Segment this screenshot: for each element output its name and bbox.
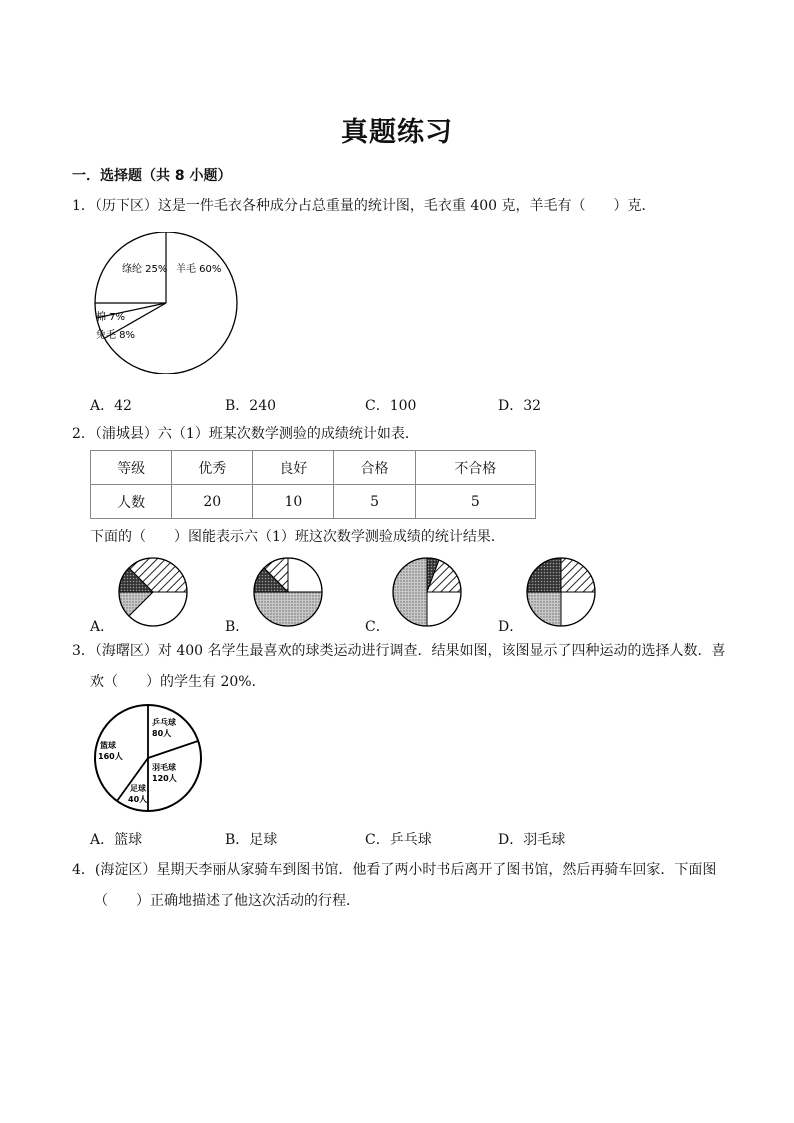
- table-header-cell: 优秀: [172, 451, 253, 485]
- q1-pie-label-polyester: 绦纶 25%: [122, 264, 168, 275]
- question-2-text: 2．（浦城县）六（1）班某次数学测验的成绩统计如表．: [72, 426, 419, 442]
- table-header-cell: 良好: [253, 451, 334, 485]
- section-heading: 一．选择题（共 8 小题）: [72, 168, 232, 184]
- q3-label-badminton: 羽毛球: [152, 763, 176, 772]
- q3-option-a[interactable]: A．篮球: [90, 832, 143, 848]
- table-cell: 20: [172, 485, 253, 519]
- q3-label-basketball: 篮球: [100, 741, 116, 750]
- q2-option-b-pie: [252, 556, 324, 628]
- q1-option-c[interactable]: C．100: [365, 398, 417, 414]
- q3-label-football-count: 40人: [128, 795, 148, 804]
- q3-option-d[interactable]: D．羽毛球: [498, 832, 566, 848]
- table-header-row: [91, 451, 536, 485]
- q3-label-football: 足球: [130, 784, 146, 793]
- q2-option-c-pie: [391, 556, 463, 628]
- question-1-text: 1．（历下区）这是一件毛衣各种成分占总重量的统计图，毛衣重 400 克，羊毛有（ ）克．: [72, 198, 656, 214]
- table-header-cell: 合格: [334, 451, 415, 485]
- q3-option-c[interactable]: C．乒乓球: [365, 832, 432, 848]
- question-2-prompt: 下面的（ ）图能表示六（1）班这次数学测验成绩的统计结果．: [90, 529, 505, 545]
- question-4-text-line2: （ ）正确地描述了他这次活动的行程．: [94, 893, 360, 909]
- table-cell: 人数: [91, 485, 172, 519]
- question-3-text-line2: 欢（ ）的学生有 20%．: [90, 674, 266, 690]
- q1-pie-label-wool: 羊毛 60%: [176, 264, 222, 275]
- table-header-cell: 不合格: [415, 451, 535, 485]
- q1-option-b[interactable]: B．240: [225, 398, 277, 414]
- q2-option-d-pie: [525, 556, 597, 628]
- table-header-cell: 等级: [91, 451, 172, 485]
- q3-label-pingpong: 乒乓球: [152, 718, 176, 727]
- table-row: [91, 485, 536, 519]
- table-cell: 10: [253, 485, 334, 519]
- q3-option-b[interactable]: B．足球: [225, 832, 278, 848]
- q2-option-c[interactable]: C．: [365, 619, 390, 635]
- q1-option-a[interactable]: A．42: [90, 398, 132, 414]
- question-3-text-line1: 3．（海曙区）对 400 名学生最喜欢的球类运动进行调查．结果如图，该图显示了四种运动的选择人数．喜: [72, 643, 726, 659]
- question-4-text-line1: 4．(海淀区）星期天李丽从家骑车到图书馆．他看了两小时书后离开了图书馆，然后再骑车回家．下面图: [72, 862, 717, 878]
- q1-pie-label-rabbit: 兔毛 8%: [96, 330, 136, 341]
- q3-label-badminton-count: 120人: [152, 774, 177, 783]
- page-title: 真题练习: [341, 117, 453, 148]
- q3-label-basketball-count: 160人: [98, 752, 123, 761]
- q1-pie-chart: [90, 232, 242, 374]
- q3-label-pingpong-count: 80人: [152, 729, 172, 738]
- grades-table: [90, 450, 536, 519]
- q2-option-a[interactable]: A．: [90, 619, 115, 635]
- q2-option-a-pie: [117, 556, 189, 628]
- q2-option-b[interactable]: B．: [225, 619, 250, 635]
- q1-pie-label-cotton: 棉 7%: [96, 312, 126, 323]
- q2-option-d[interactable]: D．: [498, 619, 524, 635]
- q1-option-d[interactable]: D．32: [498, 398, 542, 414]
- table-cell: 5: [334, 485, 415, 519]
- table-cell: 5: [415, 485, 535, 519]
- q3-pie-chart: [90, 703, 206, 813]
